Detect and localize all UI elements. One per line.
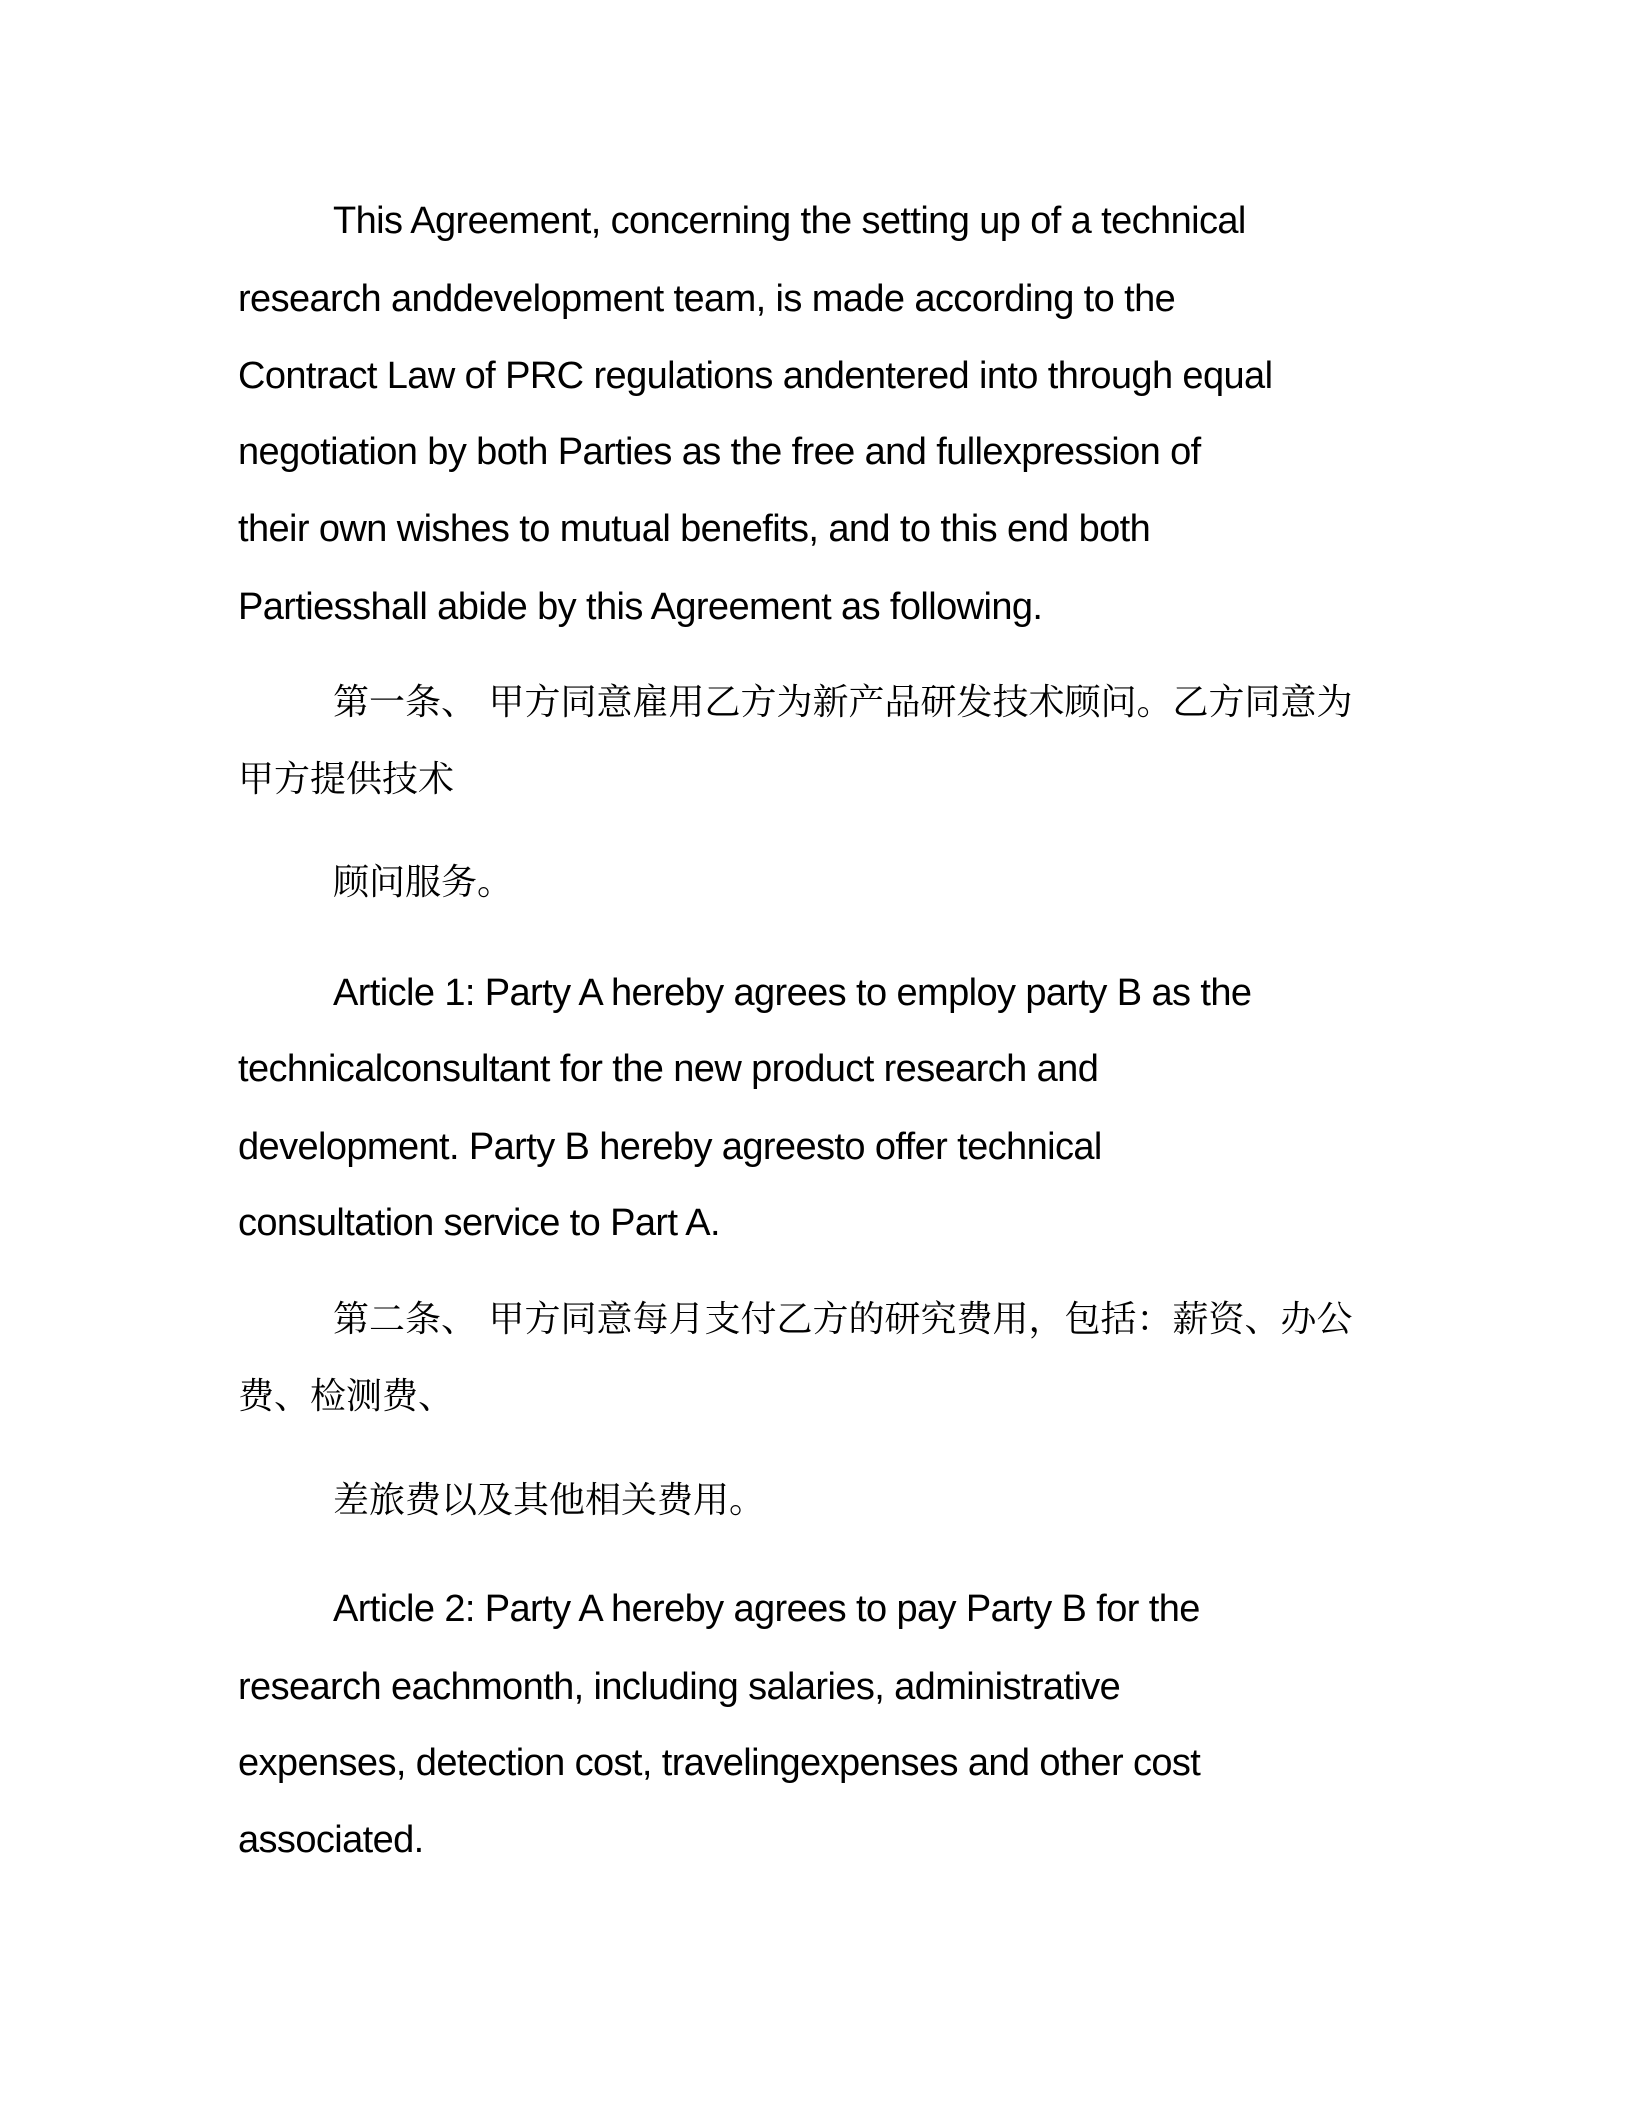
- text-line: This Agreement, concerning the setting up of a technical: [333, 200, 1246, 242]
- text-line: their own wishes to mutual benefits, and to this end both: [238, 508, 1151, 550]
- text-line: 第一条、 甲方同意雇用乙方为新产品研发技术顾问。乙方同意为: [333, 682, 1353, 723]
- text-line: associated.: [238, 1819, 424, 1861]
- text-line: research eachmonth, including salaries, administrative: [238, 1666, 1121, 1708]
- text-line: 差旅费以及其他相关费用。: [333, 1480, 766, 1521]
- text-line: Contract Law of PRC regulations andentered into through equal: [238, 355, 1273, 397]
- text-line: Partiesshall abide by this Agreement as following.: [238, 586, 1043, 628]
- text-line: Article 1: Party A hereby agrees to employ party B as the: [333, 972, 1252, 1014]
- text-line: 顾问服务。: [333, 862, 514, 903]
- text-line: development. Party B hereby agreesto offer technical: [238, 1126, 1102, 1168]
- text-line: consultation service to Part A.: [238, 1202, 720, 1244]
- text-line: 第二条、 甲方同意每月支付乙方的研究费用，包括：薪资、办公: [333, 1299, 1353, 1340]
- text-line: expenses, detection cost, travelingexpenses and other cost: [238, 1742, 1201, 1784]
- text-line: 费、检测费、: [238, 1376, 455, 1417]
- text-line: technicalconsultant for the new product research and: [238, 1048, 1099, 1090]
- text-line: negotiation by both Parties as the free and fullexpression of: [238, 431, 1201, 473]
- text-line: Article 2: Party A hereby agrees to pay Party B for the: [333, 1588, 1200, 1630]
- text-line: research anddevelopment team, is made according to the: [238, 278, 1176, 320]
- text-line: 甲方提供技术: [238, 759, 455, 800]
